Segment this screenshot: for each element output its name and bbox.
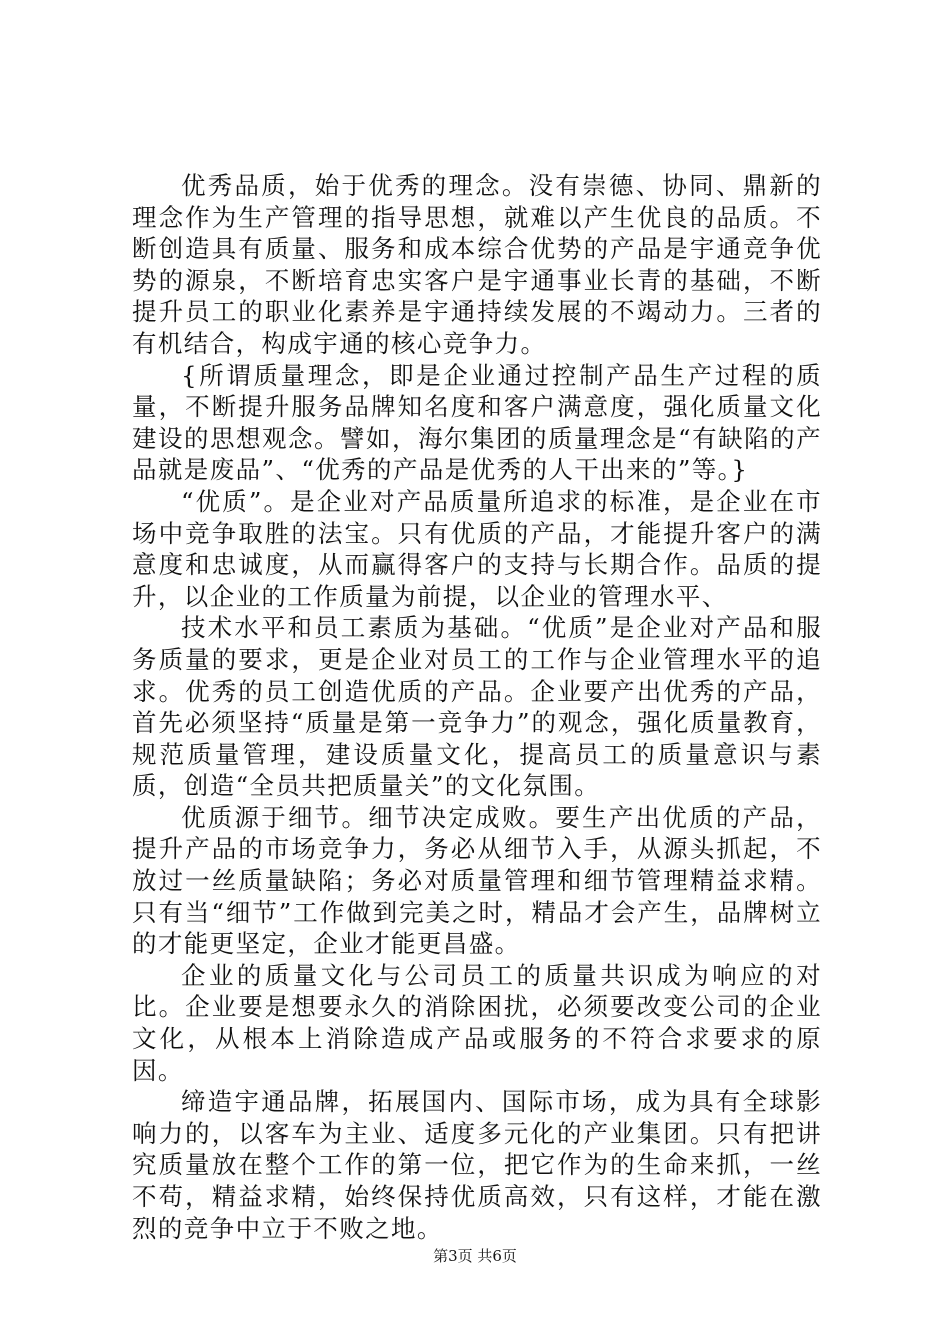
paragraph-quality-culture: 企业的质量文化与公司员工的质量共识成为响应的对比。企业要是想要永久的消除困扰，必须要改变公司的企业文化，从根本上消除造成产品或服务的不符合求要求的原因。 [132, 960, 822, 1085]
paragraph-details: 优质源于细节。细节决定成败。要生产出优质的产品，提升产品的市场竞争力，务必从细节入手，从源头抓起，不放过一丝质量缺陷；务必对质量管理和细节管理精益求精。只有当“细节”工作做到完美之时，精品才会产生，品牌树立的才能更坚定，企业才能更昌盛。 [132, 802, 822, 959]
paragraph-technical-level: 技术水平和员工素质为基础。“优质”是企业对产品和服务质量的要求，更是企业对员工的工作与企业管理水平的追求。优秀的员工创造优质的产品。企业要产出优秀的产品，首先必须坚持“质量是第一竞争力”的观念，强化质量教育，规范质量管理，建设质量文化，提高员工的质量意识与素质，创造“全员共把质量关”的文化氛围。 [132, 613, 822, 801]
paragraph-high-quality: “优质”。是企业对产品质量所追求的标准，是企业在市场中竞争取胜的法宝。只有优质的产品，才能提升客户的满意度和忠诚度，从而赢得客户的支持与长期合作。品质的提升，以企业的工作质量为前提，以企业的管理水平、 [132, 486, 822, 611]
paragraph-brand-building: 缔造宇通品牌，拓展国内、国际市场，成为具有全球影响力的，以客车为主业、适度多元化的产业集团。只有把讲究质量放在整个工作的第一位，把它作为的生命来抓，一丝不苟，精益求精，始终保持优质高效，只有这样，才能在激烈的竞争中立于不败之地。 [132, 1087, 822, 1243]
document-body [132, 170, 822, 1244]
page-number-footer: 第3页 共6页 [433, 1247, 517, 1265]
paragraph-quality-philosophy: 优秀品质，始于优秀的理念。没有崇德、协同、鼎新的理念作为生产管理的指导思想，就难以产生优良的品质。不断创造具有质量、服务和成本综合优势的产品是宇通竞争优势的源泉，不断培育忠实客户是宇通事业长青的基础，不断提升员工的职业化素养是宇通持续发展的不竭动力。三者的有机结合，构成宇通的核心竞争力。 [132, 171, 822, 358]
paragraph-quality-concept-definition: {所谓质量理念，即是企业通过控制产品生产过程的质量，不断提升服务品牌知名度和客户满意度，强化质量文化建设的思想观念。譬如，海尔集团的质量理念是“有缺陷的产品就是废品”、“优秀的产品是优秀的人干出来的”等。} [132, 360, 822, 485]
